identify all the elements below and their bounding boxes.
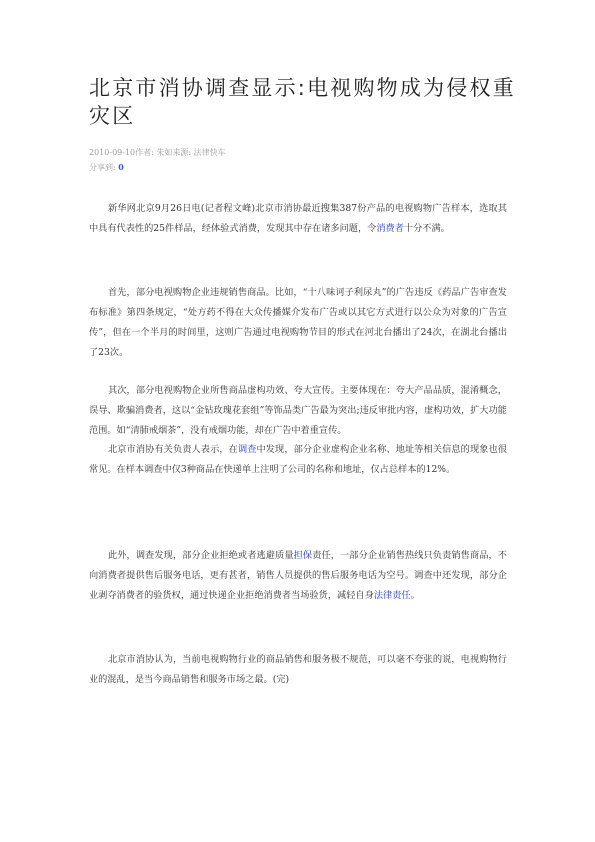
paragraph-text: 责任，一部分企业销售热线只负责销售商品，不向消费者提供售后服务电话，更有甚者，销售人员提供的售后服务电话为空号。调查中还发现，部分企业剥夺消费者的验货权，通过快递企业拒绝消费者当场验货，减轻自身: [89, 550, 507, 601]
guarantee-link[interactable]: 担保: [293, 550, 313, 561]
paragraph-text: 此外，调查发现，部分企业拒绝或者逃避质量: [108, 550, 294, 561]
paragraph-third: [89, 440, 507, 480]
paragraph-second: 其次，部分电视购物企业所售商品虚构功效、夸大宣传。主要体现在：夸大产品品质，混淆概念，误导、欺骗消费者，这以“金钻玫瑰花套组”等饰品类广告最为突出;违反审批内容，虚构功效，扩大功能范围。如“清肺戒烟茶”，没有戒烟功能，却在广告中着重宣传。: [89, 385, 507, 436]
paragraph-intro: [89, 199, 507, 239]
share-label[interactable]: 分享到:: [89, 163, 116, 172]
legal-liability-link[interactable]: 法律责任: [373, 590, 411, 601]
paragraph-text: 中发现，部分企业虚构企业名称、地址等相关信息的现象也很常见。在样本调查中仅3种商品在快递单上注明了公司的名称和地址，仅占总样本的12%。: [89, 444, 507, 475]
article-meta: [89, 146, 509, 175]
share-row: [89, 160, 509, 175]
paragraph-text: 十分不满。: [403, 223, 450, 234]
share-count: 0: [118, 162, 124, 172]
paragraph-conclusion: 北京市消协认为，当前电视购物行业的商品销售和服务极不规范，可以毫不夸张的说，电视购物行业的混乱，是当今商品销售和服务市场之最。(完): [89, 654, 507, 685]
byline: 2010-09-10作者: 朱如来源: 法律快车: [89, 148, 226, 157]
article-title: 北京市消协调查显示:电视购物成为侵权重灾区: [89, 76, 516, 128]
paragraph-text: 北京市消协有关负责人表示，在: [108, 444, 238, 455]
paragraph-first: 首先，部分电视购物企业违规销售商品。比如，“十八味诃子利尿丸”的广告违反《药品广告审查发布标准》第四条规定，“处方药不得在大众传播媒介发布广告或以其它方式进行以公众为对象的广告宣传”，但在一个半月的时间里，这则广告通过电视购物节目的形式在河北台播出了24次，在湖北台播出了23次。: [89, 287, 507, 358]
survey-link[interactable]: 调查: [237, 444, 257, 455]
paragraph-text: 。: [410, 590, 420, 601]
consumer-link[interactable]: 消费者: [376, 223, 404, 234]
paragraph-text: 新华网北京9月26日电(记者程文峰)北京市消协最近搜集387份产品的电视购物广告样本，选取其中具有代表性的25件样品，经体验式消费，发现其中存在诸多问题，令: [89, 203, 507, 234]
paragraph-fourth: [89, 546, 507, 606]
